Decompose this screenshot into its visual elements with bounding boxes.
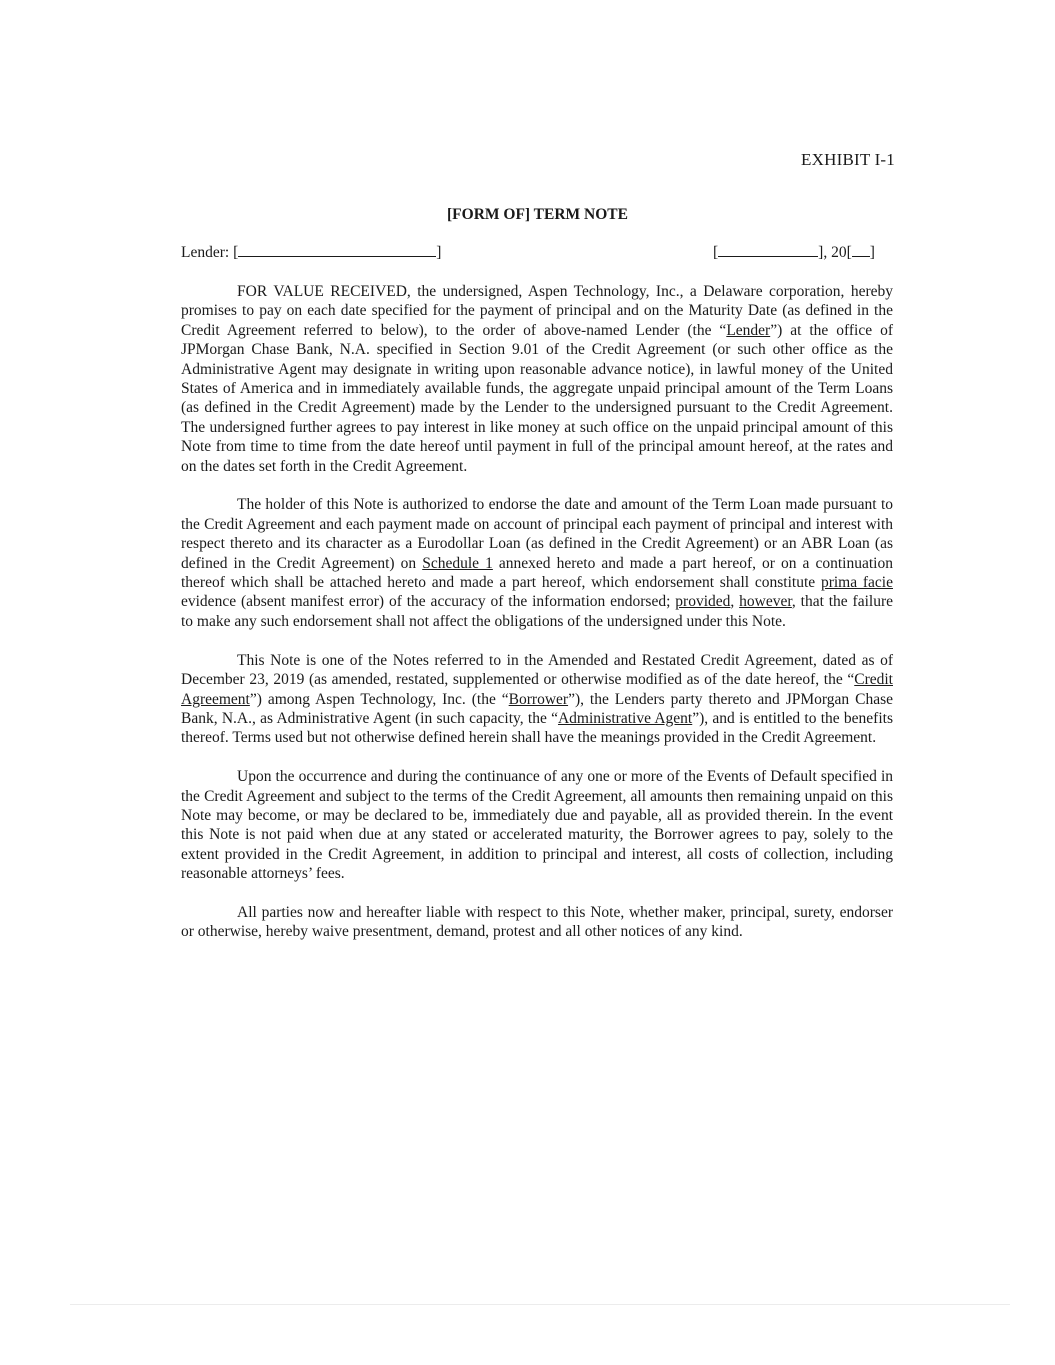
p1-text-b: ”) at the office of JPMorgan Chase Bank, N.A. specified in Section 9.01 of the Credit Agreement (or such other office as the Administrative Agent may designate in writing upon reasonable advance notice), in lawful money of the United States of America and in immediately available funds, the aggregate unpaid principal amount of the Term Loans (as defined in the Credit Agreement) made by the Lender to the undersigned pursuant to the Credit Agreement. The undersigned further agrees to pay interest in like money at such office on the unpaid principal amount of this Note from time to time from the date hereof until payment in full of the principal amount hereof, at the rates and on the dates set forth in the Credit Agreement. bbox=[181, 321, 894, 475]
p2-provided: provided bbox=[675, 593, 731, 611]
date-mid: ], 20[ bbox=[818, 244, 852, 261]
lender-line bbox=[181, 242, 893, 264]
p3-admin-agent-term: Administrative Agent bbox=[557, 709, 693, 727]
paragraph-events-of-default bbox=[181, 767, 893, 883]
p3-credit-agreement-term: Credit Agreement bbox=[181, 671, 893, 708]
p2-prima-facie: prima facie bbox=[820, 574, 893, 592]
p1-text: FOR VALUE RECEIVED, the undersigned, Aspen Technology, Inc., a Delaware corporation, hereby promises to pay on each date specified for the payment of principal and on the Maturity Date (as defined in the Credit Agreement referred to below), to the order of above-named Lender (the “ bbox=[181, 283, 893, 339]
p2-text-b: annexed hereto and made a part hereof, or on a continuation thereof which shall be attached hereto and made a part hereof, which endorsement shall constitute bbox=[181, 554, 893, 592]
footer-rule bbox=[70, 1304, 1010, 1305]
date-field bbox=[713, 242, 875, 262]
p1-defined-term: Lender bbox=[726, 321, 771, 339]
p3-borrower-term: Borrower bbox=[508, 690, 569, 708]
paragraph-credit-agreement bbox=[181, 651, 893, 748]
p3-text-c: ”), the Lenders party thereto and JPMorgan Chase Bank, N.A., as Administrative Agent (in such capacity, the “ bbox=[181, 690, 893, 727]
p5-text: All parties now and hereafter liable with respect to this Note, whether maker, principal, surety, endorser or otherwise, hereby waive presentment, demand, protest and all other notices of any kind. bbox=[181, 903, 893, 941]
date-close: ] bbox=[869, 244, 875, 261]
p3-text-b: ”) among Aspen Technology, Inc. (the “ bbox=[249, 690, 509, 708]
p3-text-d: ”), and is entitled to the benefits thereof. Terms used but not otherwise defined herein shall have the meanings provided in the Credit Agreement. bbox=[181, 709, 893, 747]
paragraph-endorsement bbox=[181, 495, 893, 631]
p2-text-e: , that the failure to make any such endorsement shall not affect the obligations of the undersigned under this Note. bbox=[181, 593, 894, 630]
p2-schedule-ref: Schedule 1 bbox=[422, 554, 493, 572]
paragraph-value-received bbox=[181, 282, 893, 476]
exhibit-label: EXHIBIT I-1 bbox=[801, 150, 895, 169]
p2-text-c: evidence (absent manifest error) of the accuracy of the information endorsed; bbox=[181, 593, 676, 611]
p2-however: however bbox=[739, 593, 792, 611]
note-body bbox=[181, 282, 893, 961]
lender-blank bbox=[238, 242, 436, 257]
date-blank bbox=[718, 242, 818, 257]
document-title: [FORM OF] TERM NOTE bbox=[447, 206, 628, 223]
p4-text: Upon the occurrence and during the continuance of any one or more of the Events of Default specified in the Credit Agreement and subject to the terms of the Credit Agreement, all amounts then remaining unpaid on this Note may become, or may be declared to be, immediately due and payable, all as provided therein. In the event this Note is not paid when due at any stated or accelerated maturity, the Borrower agrees to pay, solely to the extent provided in the Credit Agreement, in addition to principal and interest, all costs of collection, including reasonable attorneys’ fees. bbox=[181, 768, 893, 883]
p2-text-d: , bbox=[730, 593, 740, 611]
lender-label: Lender: [ bbox=[181, 244, 239, 261]
lender-close: ] bbox=[436, 244, 442, 261]
lender-field bbox=[181, 242, 441, 262]
p2-text: The holder of this Note is authorized to endorse the date and amount of the Term Loan made pursuant to the Credit Agreement and each payment made on account of principal each payment of principal and interest with respect thereto and its character as a Eurodollar Loan (as defined in the Credit Agreement) or an ABR Loan (as defined in the Credit Agreement) on bbox=[181, 496, 893, 572]
year-blank bbox=[852, 242, 870, 257]
p3-text: This Note is one of the Notes referred to in the Amended and Restated Credit Agreement, dated as of December 23, 2019 (as amended, restated, supplemented or otherwise modified as of the date hereof, the “ bbox=[181, 651, 893, 689]
date-open: [ bbox=[713, 244, 719, 261]
paragraph-waiver bbox=[181, 903, 893, 942]
